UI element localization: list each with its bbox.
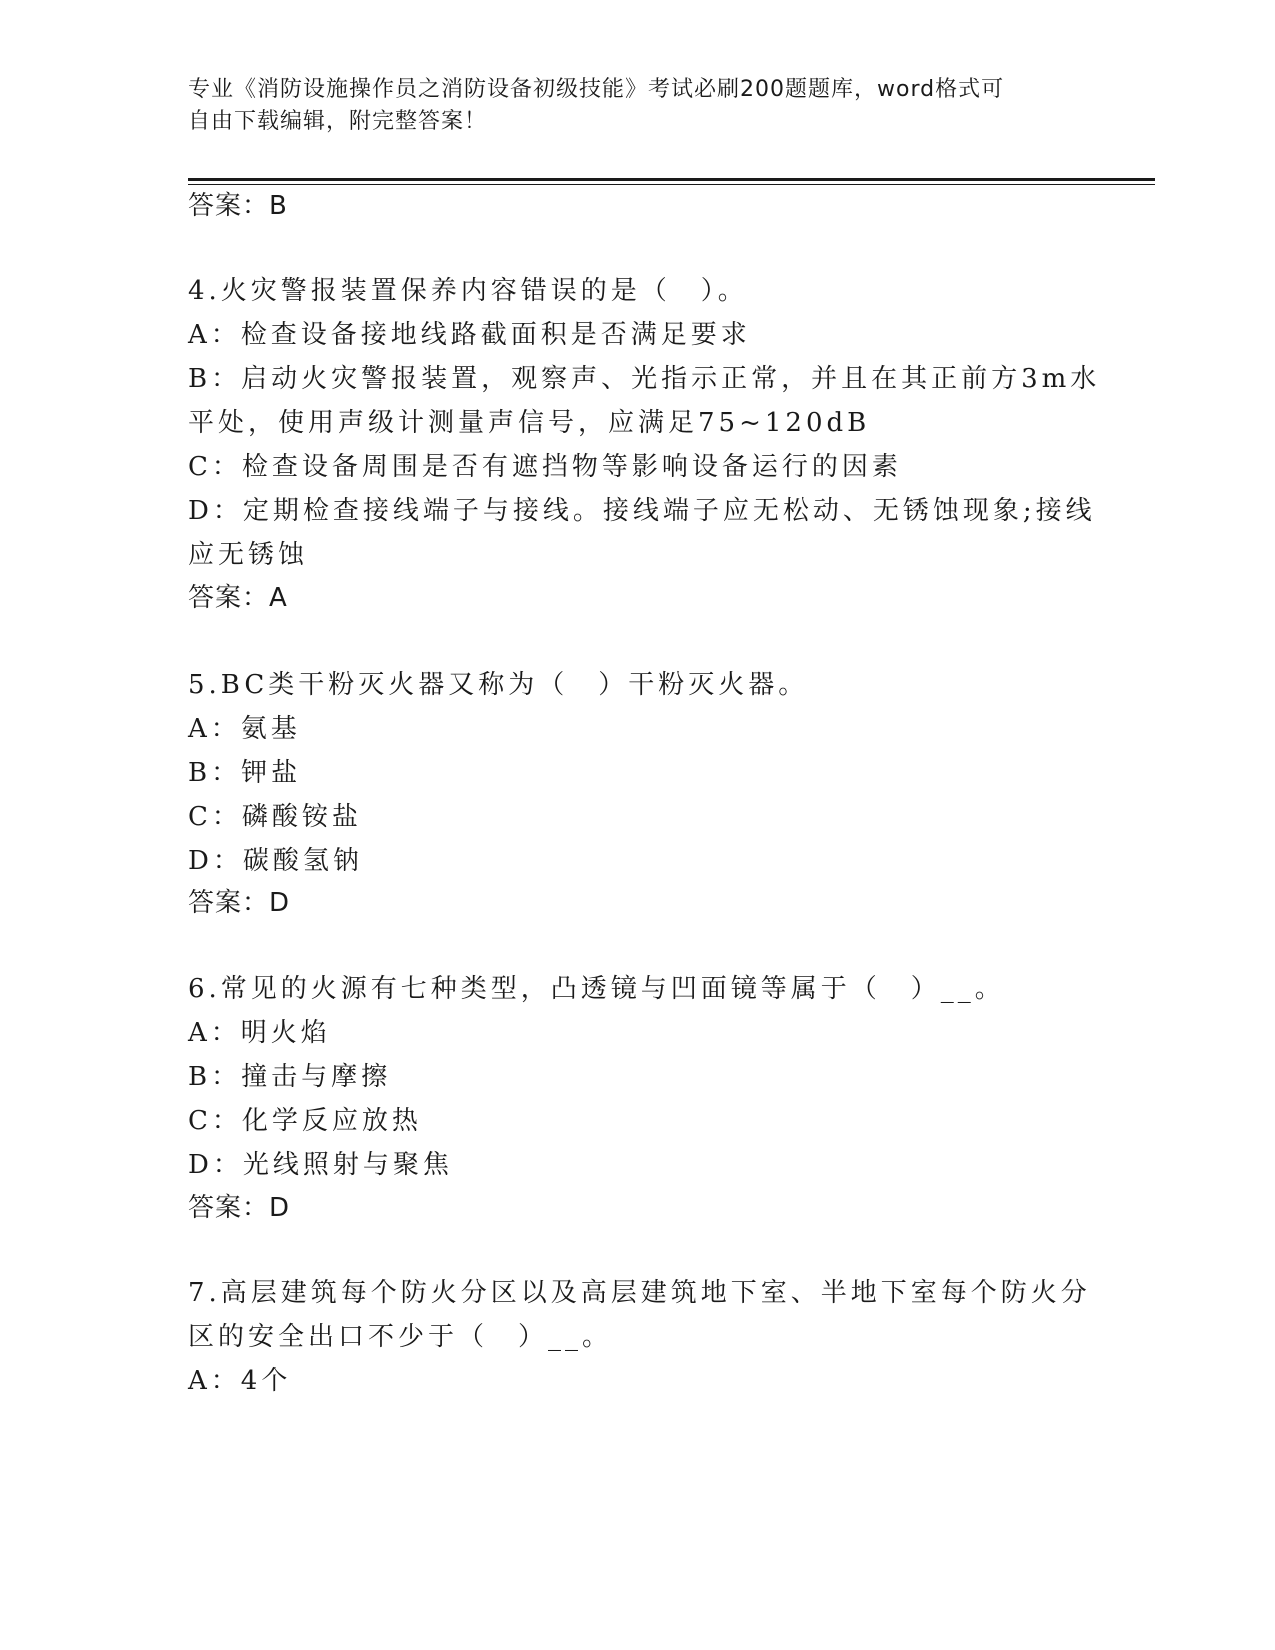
header-divider-thin <box>188 184 1155 185</box>
header-line-2: 自由下载编辑，附完整答案！ <box>188 109 488 134</box>
question-4-option-b: B：启动火灾警报装置，观察声、光指示正常，并且在其正前方3m水 <box>188 364 1101 394</box>
header-line-1: 专业《消防设施操作员之消防设备初级技能》考试必刷200题题库，word格式可 <box>188 77 1005 102</box>
question-5-stem: 5.BC类干粉灭火器又称为（ ）干粉灭火器。 <box>188 670 809 700</box>
question-7-stem: 7.高层建筑每个防火分区以及高层建筑地下室、半地下室每个防火分 <box>188 1278 1091 1308</box>
question-4-stem: 4.火灾警报装置保养内容错误的是（ ）。 <box>188 276 748 306</box>
question-4-option-d-cont: 应无锈蚀 <box>188 540 309 570</box>
question-6-answer: 答案：D <box>188 1193 291 1223</box>
question-6-option-b: B：撞击与摩擦 <box>188 1062 392 1092</box>
question-4-option-b-cont: 平处，使用声级计测量声信号，应满足75~120dB <box>188 408 871 438</box>
question-5-option-c: C：磷酸铵盐 <box>188 802 362 832</box>
question-6-option-a: A：明火焰 <box>188 1018 331 1048</box>
question-7-stem-cont: 区的安全出口不少于（ ）__。 <box>188 1322 613 1352</box>
previous-answer: 答案：B <box>188 191 288 221</box>
question-6-option-c: C：化学反应放热 <box>188 1106 422 1136</box>
question-4-option-a: A：检查设备接地线路截面积是否满足要求 <box>188 320 751 350</box>
document-header <box>188 74 1068 138</box>
header-divider-thick <box>188 178 1155 181</box>
question-5-option-b: B：钾盐 <box>188 758 302 788</box>
question-4-option-d: D：定期检查接线端子与接线。接线端子应无松动、无锈蚀现象;接线 <box>188 496 1096 526</box>
question-7-option-a: A：4个 <box>188 1366 292 1396</box>
question-6-option-d: D：光线照射与聚焦 <box>188 1150 453 1180</box>
question-4-option-c: C：检查设备周围是否有遮挡物等影响设备运行的因素 <box>188 452 902 482</box>
question-5-option-d: D：碳酸氢钠 <box>188 846 363 876</box>
question-5-answer: 答案：D <box>188 888 291 918</box>
question-5-option-a: A：氨基 <box>188 714 301 744</box>
question-6-stem: 6.常见的火源有七种类型，凸透镜与凹面镜等属于（ ）__。 <box>188 974 1005 1004</box>
question-4-answer: 答案：A <box>188 583 288 613</box>
